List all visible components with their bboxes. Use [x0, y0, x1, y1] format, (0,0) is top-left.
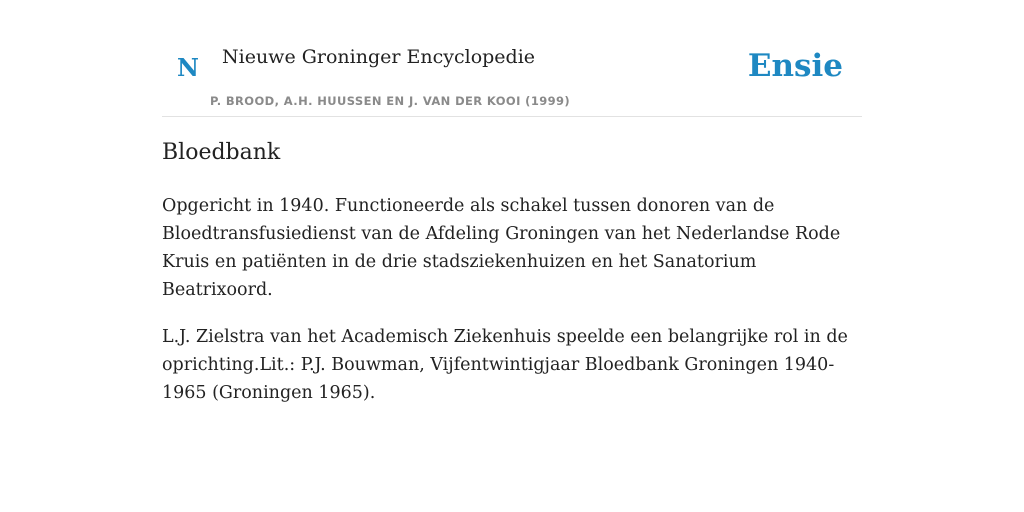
book-authors: P. BROOD, A.H. HUUSSEN EN J. VAN DER KOOI (1999) [210, 94, 571, 108]
entry-paragraph: L.J. Zielstra van het Academisch Ziekenhuis speelde een belangrijke rol in de oprichting.Lit.: P.J. Bouwman, Vijfentwintigjaar Bloedbank Groningen 1940-1965 (Groningen 1965). [162, 327, 848, 403]
book-header [162, 0, 862, 117]
book-title[interactable]: Nieuwe Groninger Encyclopedie [222, 46, 536, 68]
entry-paragraph: Opgericht in 1940. Functioneerde als schakel tussen donoren van de Bloedtransfusiedienst van de Afdeling Groningen van het Nederlandse Rode Kruis en patiënten in de drie stadsziekenhuizen en het Sanatorium Beatrixoord. [162, 196, 841, 300]
ensie-logo-link[interactable]: Ensie [747, 48, 843, 84]
entry-body [162, 192, 862, 426]
page-container [162, 0, 862, 403]
entry-title: Bloedbank [162, 140, 281, 165]
book-logo-icon[interactable]: N [177, 53, 199, 82]
